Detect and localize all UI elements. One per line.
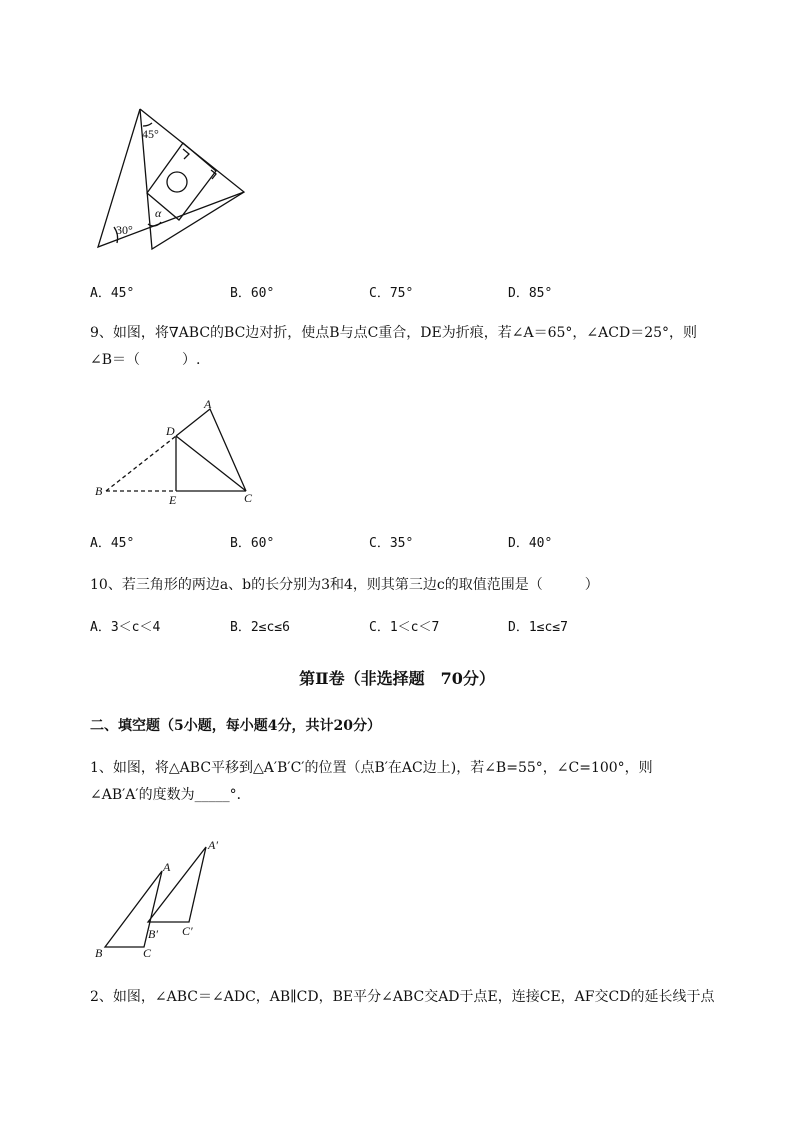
- q8-option-a[interactable]: A．45°: [90, 286, 135, 301]
- section-heading-fill-in: 二、填空题（5小题，每小题4分，共计20分）: [90, 718, 381, 734]
- q10-stem: 10、若三角形的两边a、b的长分别为3和4，则其第三边c的取值范围是（ ）: [90, 577, 599, 593]
- fill1-triangle-a2b2c2: [148, 847, 206, 922]
- q10-option-a[interactable]: A．3＜c＜4: [90, 620, 161, 635]
- q9-option-d[interactable]: D．40°: [508, 536, 553, 551]
- q9-label-e: E: [169, 493, 177, 506]
- fill1-diagram: [90, 835, 230, 963]
- q8-label-alpha: α: [155, 206, 162, 220]
- fill1-label-b-prime: B′: [148, 927, 158, 941]
- q9-option-c[interactable]: C．35°: [369, 536, 414, 551]
- q8-option-c[interactable]: C．75°: [369, 286, 414, 301]
- q8-figure: [90, 100, 260, 260]
- q9-label-b: B: [95, 484, 103, 498]
- q10-option-b[interactable]: B．2≤c≤6: [230, 620, 290, 635]
- fill2-stem-line1: 2、如图，∠ABC＝∠ADC，AB∥CD，BE平分∠ABC交AD于点E，连接CE，AF交CD的延长线于点: [90, 989, 715, 1005]
- q9-stem-line1: 9、如图，将∇ABC的BC边对折，使点B与点C重合，DE为折痕，若∠A＝65°，∠ACD＝25°，则: [90, 325, 698, 341]
- fill1-label-b: B: [95, 946, 103, 960]
- fill1-stem-line1: 1、如图，将△ABC平移到△A′B′C′的位置（点B′在AC边上)，若∠B=55°，∠C=100°，则: [90, 760, 653, 776]
- q9-option-b[interactable]: B．60°: [230, 536, 275, 551]
- q8-option-b[interactable]: B．60°: [230, 286, 275, 301]
- q9-diagram: [90, 394, 260, 506]
- fill1-stem-line2: ∠AB′A′的度数为_____°．: [90, 787, 251, 803]
- fill1-label-a: A: [163, 860, 171, 874]
- q9-label-a: A: [204, 397, 212, 411]
- q9-stem-line2: ∠B＝（ ）.: [90, 352, 201, 368]
- q8-diagram: [90, 100, 260, 260]
- fill1-label-c-prime: C′: [182, 924, 193, 938]
- fill1-label-c: C: [143, 946, 152, 960]
- fill1-label-a-prime: A′: [208, 838, 218, 852]
- q9-label-c: C: [244, 491, 253, 505]
- q8-option-d[interactable]: D．85°: [508, 286, 553, 301]
- q10-option-c[interactable]: C．1＜c＜7: [369, 620, 440, 635]
- q9-dashed-bd: [106, 436, 176, 491]
- q9-triangle-adc: [176, 409, 246, 491]
- q8-label-30: 30°: [116, 223, 133, 237]
- q8-label-45: 45°: [142, 127, 159, 141]
- q10-option-d[interactable]: D．1≤c≤7: [508, 620, 568, 635]
- q9-figure: [90, 394, 260, 506]
- q9-option-a[interactable]: A．45°: [90, 536, 135, 551]
- q9-label-d: D: [166, 424, 175, 438]
- fill1-figure: [90, 835, 230, 963]
- part2-title: 第Ⅱ卷（非选择题 70分）: [299, 669, 495, 688]
- q8-ruler-hole: [167, 172, 187, 192]
